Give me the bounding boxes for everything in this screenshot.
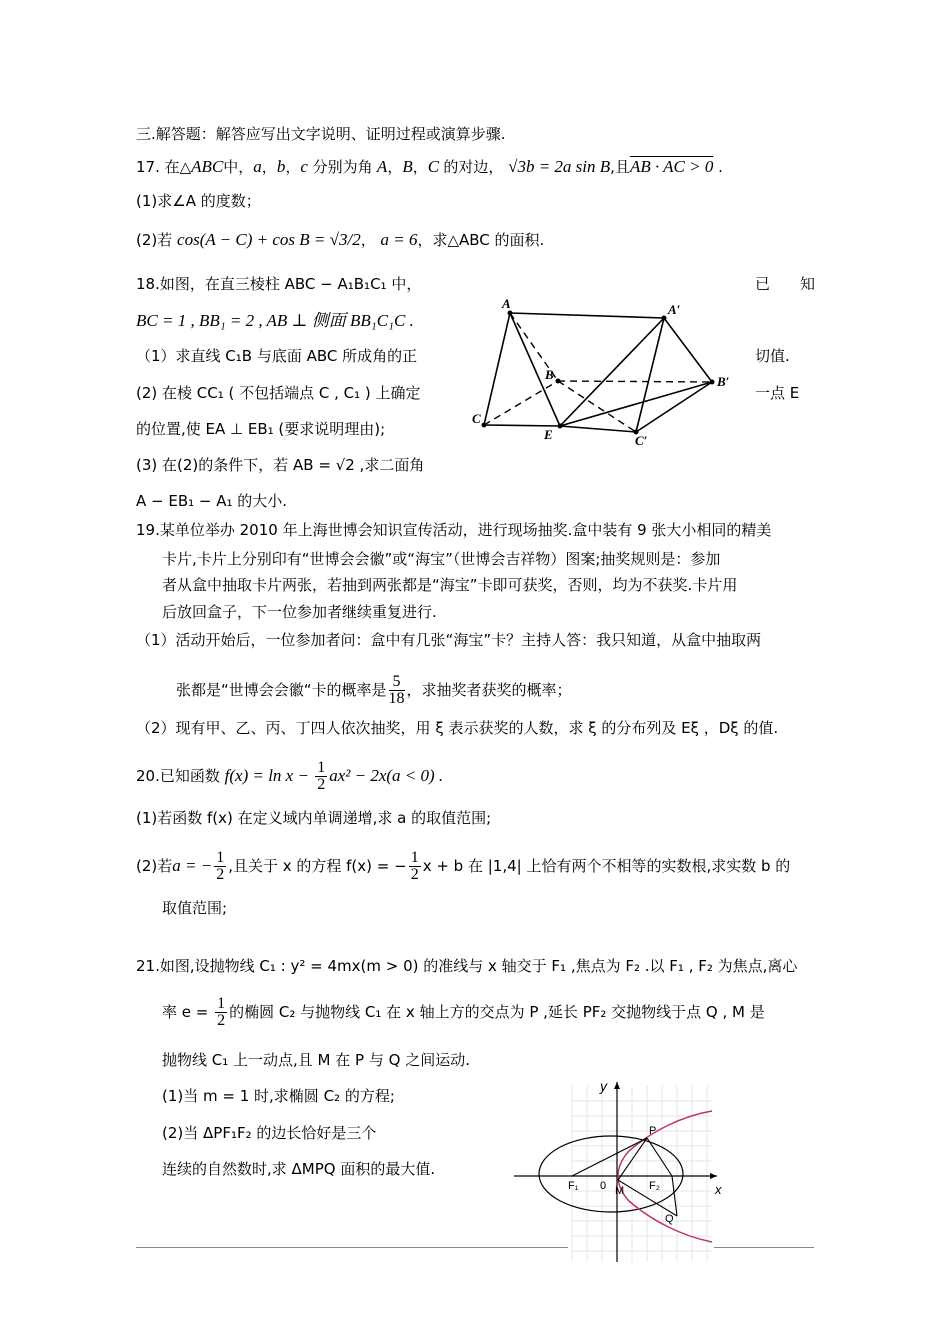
q19-part1a: （1）活动开始后，一位参加者问：盒中有几张“海宝”卡？主持人答：我只知道，从盒中抽取两 — [136, 631, 762, 649]
q20-part2-tail: 取值范围; — [162, 899, 228, 917]
q17-line1: 17. 在△ABC中，a，b，c 分别为角 A，B，C 的对边， √3b = 2a sin B,且AB · AC > 0 . — [136, 157, 723, 176]
q17-condition: √3b = 2a sin B — [508, 157, 611, 176]
q21-line2: 率 e = $\frac{1}{2}$ 的椭圆 C₂ 与抛物线 C₁ 在 x 轴上方的交点为 P ,延长 PF₂ 交抛物线于点 Q , M 是 — [162, 995, 765, 1029]
q19-line4: 后放回盒子，下一位参加者继续重复进行. — [162, 603, 437, 621]
label-C1: C′ — [635, 433, 648, 448]
prism-figure — [468, 292, 748, 452]
q19-part1b: 张都是“世博会会徽“卡的概率是 $\frac{5}{18}$ ，求抽奖者获奖的概率； — [176, 673, 572, 707]
label-P: P — [649, 1125, 657, 1137]
edge-ec1 — [560, 426, 636, 432]
label-B: B — [545, 367, 554, 382]
edge-aa1 — [510, 313, 664, 318]
edge-ac — [484, 313, 510, 425]
q21-part1: (1)当 m = 1 时,求椭圆 C₂ 的方程; — [162, 1087, 395, 1105]
footer-rule-right — [714, 1247, 814, 1248]
q18-line4-tail: 一点 E — [755, 384, 800, 402]
label-x: x — [715, 1182, 722, 1197]
q18-line3-tail: 切值. — [755, 347, 790, 365]
q21-part2: (2)当 ΔPF₁F₂ 的边长恰好是三个 — [162, 1124, 377, 1142]
edge-a1b1 — [664, 318, 712, 382]
q17-vector-condition: AB · AC > 0 — [629, 157, 714, 176]
q20-part1: (1)若函数 f(x) 在定义域内单调递增,求 a 的取值范围; — [136, 809, 492, 827]
q19-line1: 19.某单位举办 2010 年上海世博会知识宣传活动，进行现场抽奖.盒中装有 9 张大小相同的精美 — [136, 521, 772, 539]
segment-pf2 — [647, 1138, 672, 1176]
edge-ea1 — [560, 318, 664, 426]
label-B1: B′ — [717, 374, 730, 389]
label-y: y — [600, 1078, 607, 1094]
edge-c1b1 — [636, 382, 712, 432]
q18-line3: （1）求直线 C₁B 与底面 ABC 所成角的正 — [136, 347, 418, 365]
q21-part3: 连续的自然数时,求 ΔMPQ 面积的最大值. — [162, 1160, 436, 1178]
q18-line2: BC = 1 , BB₁ = 2 , AB ⊥ 侧面 BB₁C₁C . — [136, 311, 414, 330]
ellipse-c2 — [539, 1136, 683, 1212]
footer-rule-left — [136, 1247, 568, 1248]
q19-line3: 者从盒中抽取卡片两张，若抽到两张都是“海宝”卡即可获奖，否则，均为不获奖.卡片用 — [162, 576, 738, 594]
probability-fraction: $\frac{5}{18}$ — [388, 673, 405, 707]
label-E: E — [544, 427, 553, 442]
q21-line3: 抛物线 C₁ 上一动点,且 M 在 P 与 Q 之间运动. — [162, 1051, 470, 1069]
q17-part1: (1)求∠A 的度数； — [136, 192, 261, 210]
q18-line1: 18.如图，在直三棱柱 ABC − A₁B₁C₁ 中， — [136, 275, 422, 293]
label-origin: 0 — [600, 1180, 607, 1192]
q17-part2: (2)若 cos(A − C) + cos B = √3/2， a = 6，求△ABC 的面积. — [136, 230, 545, 249]
label-F1: F₁ — [568, 1180, 579, 1192]
q18-line1-tail-b: 知 — [800, 275, 816, 293]
section-title: 三.解答题：解答应写出文字说明、证明过程或演算步骤. — [136, 125, 506, 143]
edge-a1c1 — [636, 318, 664, 432]
segment-f2q — [672, 1176, 677, 1216]
q20-line1: 20.已知函数 f(x) = ln x − $\frac{1}{2}$ ax² − 2x(a < 0) . — [136, 759, 444, 793]
q18-line6: (3) 在(2)的条件下，若 AB = √2 ,求二面角 — [136, 456, 425, 474]
q18-line1-tail-a: 已 — [755, 275, 771, 293]
q21-line1: 21.如图,设抛物线 C₁ : y² = 4mx(m > 0) 的准线与 x 轴交于 F₁ ,焦点为 F₂ .以 F₁ , F₂ 为焦点,离心 — [136, 957, 798, 975]
label-Q: Q — [665, 1213, 674, 1225]
label-C: C — [472, 411, 481, 426]
conic-figure — [512, 1076, 720, 1264]
q18-line5: 的位置,使 EA ⊥ EB₁ (要求说明理由); — [136, 420, 386, 438]
q18-line4: (2) 在棱 CC₁ ( 不包括端点 C , C₁ ) 上确定 — [136, 384, 421, 402]
segment-f1p — [572, 1138, 647, 1176]
edge-bb1-hidden — [558, 381, 712, 382]
label-M: M — [615, 1185, 625, 1197]
label-A1: A′ — [668, 302, 681, 317]
q20-part2: (2)若a = − $\frac{1}{2}$ ,且关于 x 的方程 f(x) = − $\frac{1}{2}$ x + b 在 |1,4| 上恰有两个不相等的实数根,求实数 b 的 — [136, 849, 791, 883]
edge-cb-hidden — [484, 381, 558, 425]
edge-eb1 — [560, 382, 712, 426]
label-F2: F₂ — [649, 1180, 660, 1192]
label-A: A — [502, 296, 511, 311]
edge-ce — [484, 425, 560, 426]
q18-line7: A − EB₁ − A₁ 的大小. — [136, 492, 288, 510]
q19-line2: 卡片,卡片上分别印有“世博会会徽”或“海宝”（世博会吉祥物）图案;抽奖规则是：参加 — [162, 550, 721, 568]
q19-part2: （2）现有甲、乙、丙、丁四人依次抽奖，用 ξ 表示获奖的人数，求 ξ 的分布列及 Eξ ，Dξ 的值. — [136, 719, 779, 737]
